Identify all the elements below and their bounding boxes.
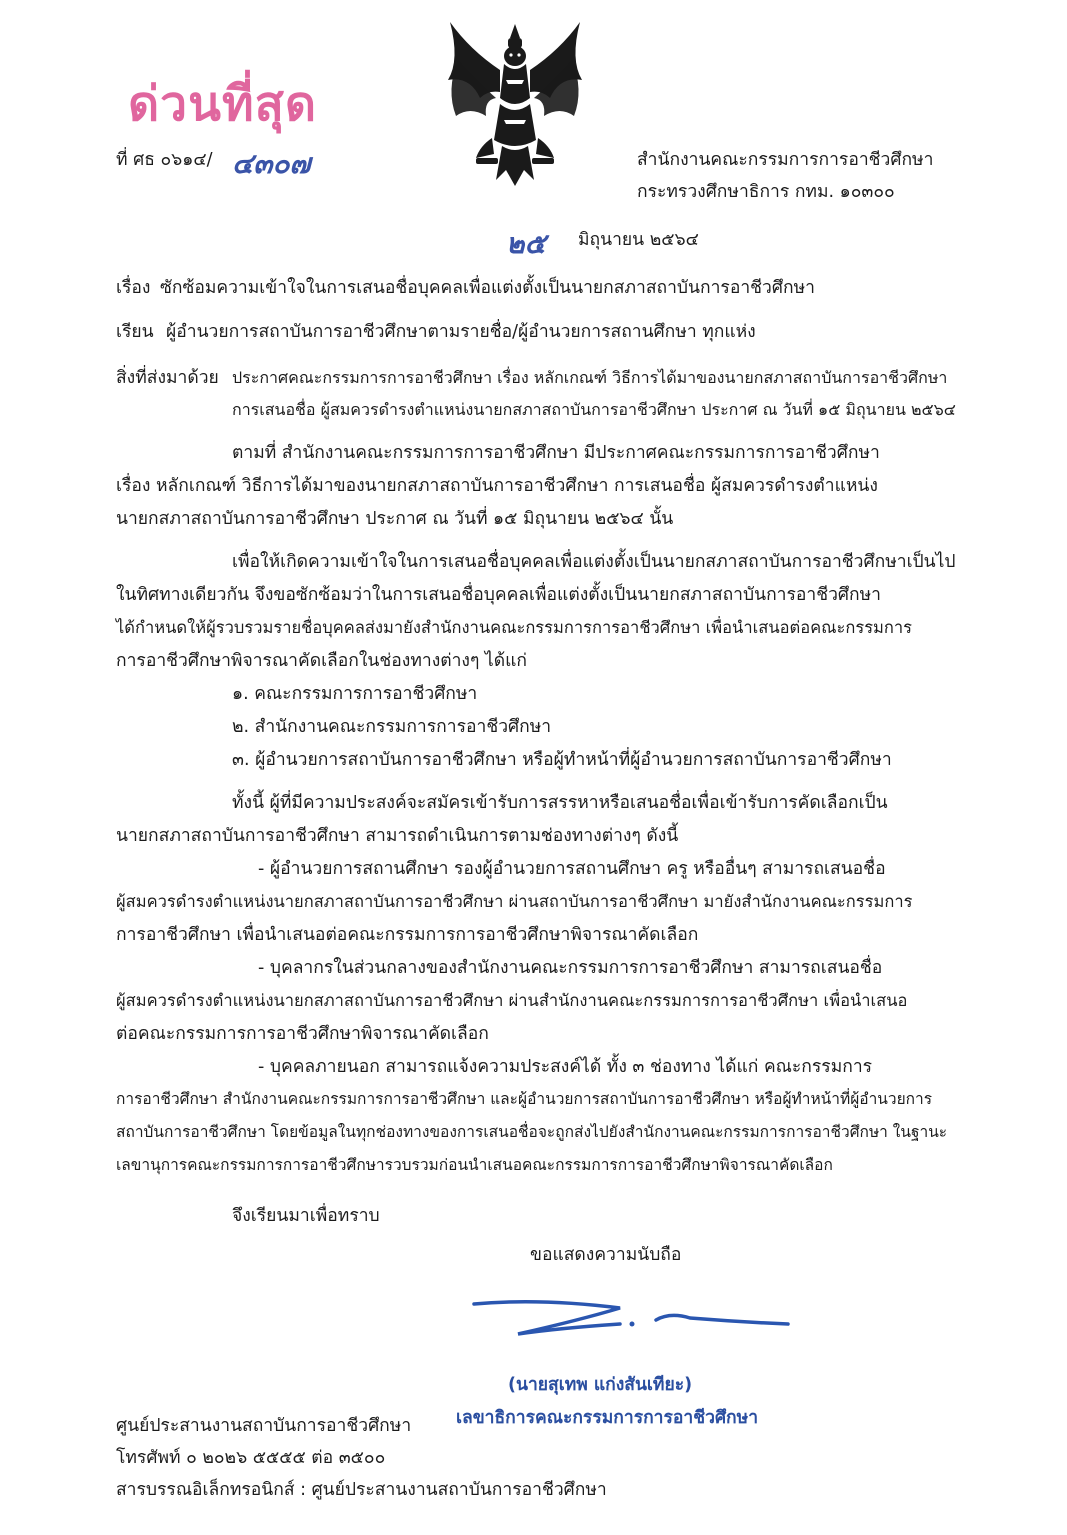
footer-email: สารบรรณอิเล็กทรอนิกส์ : ศูนย์ประสานงานสถาบันการอาชีวศึกษา (116, 1480, 607, 1500)
bullet-line: - ผู้อำนวยการสถานศึกษา รองผู้อำนวยการสถานศึกษา ครู หรืออื่นๆ สามารถเสนอชื่อ (258, 859, 886, 879)
enclosure-label: สิ่งที่ส่งมาด้วย (116, 368, 219, 388)
bullet-line: สถาบันการอาชีวศึกษา โดยข้อมูลในทุกช่องทางของการเสนอชื่อจะถูกส่งไปยังสำนักงานคณะกรรมการการอาชีวศึกษา ในฐานะ (116, 1123, 948, 1141)
paragraph-line: การอาชีวศึกษาพิจารณาคัดเลือกในช่องทางต่างๆ ได้แก่ (116, 651, 527, 671)
date-month-year: มิถุนายน ๒๕๖๔ (578, 230, 699, 250)
urgent-stamp: ด่วนที่สุด (128, 76, 318, 132)
subject-text: ซักซ้อมความเข้าใจในการเสนอชื่อบุคคลเพื่อแต่งตั้งเป็นนายกสภาสถาบันการอาชีวศึกษา (160, 278, 815, 298)
bullet-line: ต่อคณะกรรมการการอาชีวศึกษาพิจารณาคัดเลือก (116, 1024, 489, 1044)
subject-label: เรื่อง (116, 278, 151, 298)
paragraph-line: ทั้งนี้ ผู้ที่มีความประสงค์จะสมัครเข้ารับการสรรหาหรือเสนอชื่อเพื่อเข้ารับการคัดเลือกเป็น (232, 793, 888, 813)
doc-number-handwritten: ๔๓๐๗ (232, 147, 311, 180)
bullet-line: ผู้สมควรดำรงตำแหน่งนายกสภาสถาบันการอาชีวศึกษา ผ่านสำนักงานคณะกรรมการการอาชีวศึกษา เพื่อนำเสนอ (116, 991, 908, 1010)
paragraph-line: เพื่อให้เกิดความเข้าใจในการเสนอชื่อบุคคลเพื่อแต่งตั้งเป็นนายกสภาสถาบันการอาชีวศึกษาเป็นไป (232, 552, 956, 572)
bullet-line: เลขานุการคณะกรรมการการอาชีวศึกษารวบรวมก่อนนำเสนอคณะกรรมการการอาชีวศึกษาพิจารณาคัดเลือก (116, 1156, 833, 1174)
office-name: สำนักงานคณะกรรมการการอาชีวศึกษา (637, 150, 934, 170)
bullet-line: - บุคคลภายนอก สามารถแจ้งความประสงค์ได้ ทั้ง ๓ ช่องทาง ได้แก่ คณะกรรมการ (258, 1057, 873, 1077)
handwritten-signature (470, 1290, 790, 1350)
date-day-handwritten: ๒๕ (506, 227, 546, 260)
bullet-line: ผู้สมควรดำรงตำแหน่งนายกสภาสถาบันการอาชีวศึกษา ผ่านสถาบันการอาชีวศึกษา มายังสำนักงานคณะกรรมการ (116, 892, 913, 911)
doc-number-prefix: ที่ ศธ ๐๖๑๔/ (116, 150, 213, 170)
garuda-emblem-icon (440, 20, 590, 192)
to-text: ผู้อำนวยการสถาบันการอาชีวศึกษาตามรายชื่อ/ผู้อำนวยการสถานศึกษา ทุกแห่ง (166, 322, 756, 342)
signer-name: (นายสุเทพ แก่งสันเทียะ) (508, 1375, 693, 1395)
paragraph-line: นายกสภาสถาบันการอาชีวศึกษา สามารถดำเนินการตามช่องทางต่างๆ ดังนี้ (116, 826, 679, 846)
list-item: ๒. สำนักงานคณะกรรมการการอาชีวศึกษา (232, 717, 552, 737)
paragraph-line: ตามที่ สำนักงานคณะกรรมการการอาชีวศึกษา มีประกาศคณะกรรมการการอาชีวศึกษา (232, 443, 880, 463)
paragraph-line: เรื่อง หลักเกณฑ์ วิธีการได้มาของนายกสภาสถาบันการอาชีวศึกษา การเสนอชื่อ ผู้สมควรดำรงตำแหน่ง (116, 476, 878, 496)
regards-line: ขอแสดงความนับถือ (530, 1245, 682, 1265)
signer-position: เลขาธิการคณะกรรมการการอาชีวศึกษา (456, 1408, 759, 1428)
closing-line: จึงเรียนมาเพื่อทราบ (232, 1206, 380, 1226)
enclosure-line: การเสนอชื่อ ผู้สมควรดำรงตำแหน่งนายกสภาสถาบันการอาชีวศึกษา ประกาศ ณ วันที่ ๑๕ มิถุนายน ๒๕๖๔ (232, 400, 956, 419)
to-label: เรียน (116, 322, 154, 342)
bullet-line: การอาชีวศึกษา เพื่อนำเสนอต่อคณะกรรมการการอาชีวศึกษาพิจารณาคัดเลือก (116, 925, 699, 945)
footer-unit: ศูนย์ประสานงานสถาบันการอาชีวศึกษา (116, 1416, 412, 1436)
paragraph-line: ได้กำหนดให้ผู้รวบรวมรายชื่อบุคคลส่งมายังสำนักงานคณะกรรมการการอาชีวศึกษา เพื่อนำเสนอต่อคณะกรรมการ (116, 618, 913, 637)
paragraph-line: นายกสภาสถาบันการอาชีวศึกษา ประกาศ ณ วันที่ ๑๕ มิถุนายน ๒๕๖๔ นั้น (116, 509, 674, 529)
office-address: กระทรวงศึกษาธิการ กทม. ๑๐๓๐๐ (637, 182, 895, 202)
bullet-line: - บุคลากรในส่วนกลางของสำนักงานคณะกรรมการการอาชีวศึกษา สามารถเสนอชื่อ (258, 958, 883, 978)
paragraph-line: ในทิศทางเดียวกัน จึงขอซักซ้อมว่าในการเสนอชื่อบุคคลเพื่อแต่งตั้งเป็นนายกสภาสถาบันการอาชีวศึกษา (116, 585, 881, 605)
list-item: ๑. คณะกรรมการการอาชีวศึกษา (232, 684, 478, 704)
enclosure-line: ประกาศคณะกรรมการการอาชีวศึกษา เรื่อง หลักเกณฑ์ วิธีการได้มาของนายกสภาสถาบันการอาชีวศึกษา (232, 368, 948, 387)
footer-phone: โทรศัพท์ ๐ ๒๐๒๖ ๕๕๕๕ ต่อ ๓๕๐๐ (116, 1448, 386, 1468)
bullet-line: การอาชีวศึกษา สำนักงานคณะกรรมการการอาชีวศึกษา และผู้อำนวยการสถาบันการอาชีวศึกษา หรือผู้ทำหน้าที่ผู้อำนวยการ (116, 1090, 933, 1108)
list-item: ๓. ผู้อำนวยการสถาบันการอาชีวศึกษา หรือผู้ทำหน้าที่ผู้อำนวยการสถาบันการอาชีวศึกษา (232, 750, 892, 770)
